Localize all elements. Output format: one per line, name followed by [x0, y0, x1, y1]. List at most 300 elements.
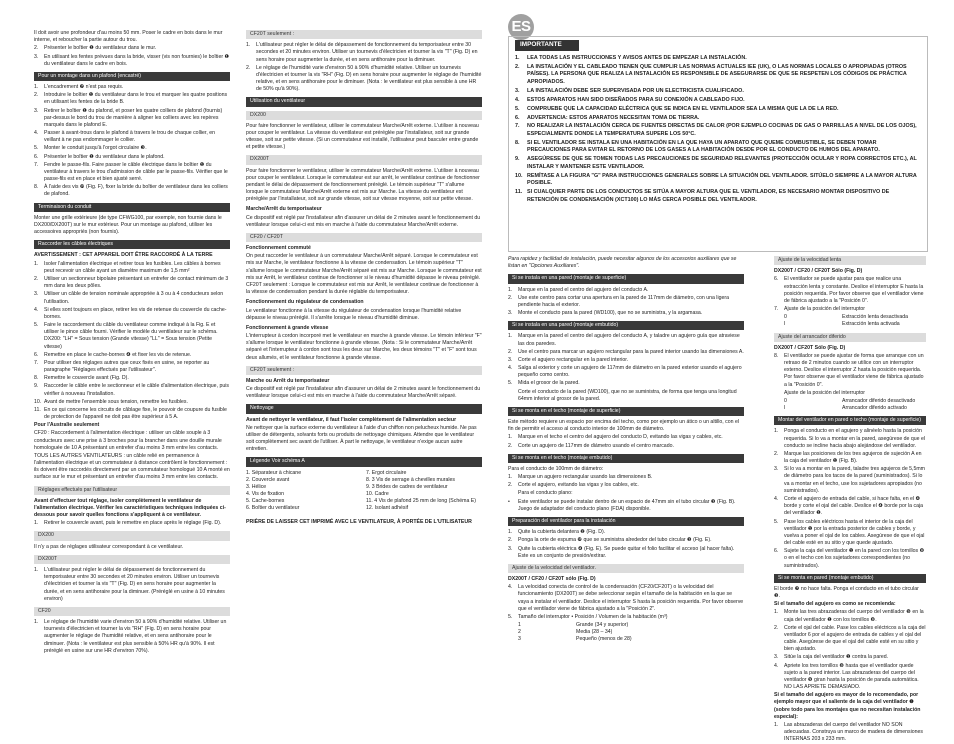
table-cell: 0: [784, 314, 787, 321]
legend-item: 1. Séparateur à chicane: [246, 469, 302, 476]
table-cell: Extracción lenta desactivada: [842, 314, 909, 321]
list-item: [246, 65, 482, 94]
intro-text: Il doit avoir une profondeur d'au moins 50 mm. Poser le cadre en bois dans le mur interne, et reboucher la partie autour du trou.: [34, 30, 223, 44]
duct-text: Monter une grille extérieure (de type CFWG100, par exemple, non fournie dans le DX200/DX200T) sur le mur extérieur. Pour un montage au plafond, utiliser les accessoires appropriés (non fournis).: [34, 214, 222, 236]
list-number: 4.: [508, 365, 513, 372]
list-item: [515, 55, 921, 62]
list-number: 4.: [515, 96, 520, 103]
list-text: Quite la cubierta delantera ❷ (Fig. D).: [518, 529, 606, 536]
list-text: Utiliser un sectionneur bipolaire présentant un entrefer de contact minimum de 3 mm dans les deux pôles.: [44, 275, 229, 290]
table-cell: 0: [784, 397, 787, 404]
model-dx200-label: DX200: [34, 531, 230, 540]
speed-header: Ajuste de la velocidad del ventilador.: [508, 564, 744, 573]
list-item: [774, 496, 926, 518]
list-number: 3.: [34, 107, 39, 114]
section-user-settings-header: Réglages effectués par l'utilisateur: [34, 486, 230, 495]
list-item: [508, 490, 744, 497]
cleaning-warning: Avant de nettoyer le ventilateur, il faut l'isoler complètement de l'alimentation secteur: [246, 416, 457, 423]
list-number: 1.: [34, 260, 39, 267]
list-text: Monte las tres abrazaderas del cuerpo del ventilador ❾ en la caja del ventilador ❶ con los tornillos ❽.: [784, 609, 924, 623]
list-number: 5.: [508, 380, 513, 387]
list-text: Passer à avant-trous dans le plafond à travers le trou de chaque collier, en veillant à ne pas endommager le collier.: [44, 130, 215, 144]
cf20t-steps: [246, 42, 482, 93]
list-item: [508, 287, 744, 294]
table-cell: Extracción lenta activada: [842, 321, 900, 328]
list-number: 6.: [515, 114, 520, 121]
list-text: Corte el agujero de entrada del cable, si hace falta, en el ❹ borde y corte el ojal del cable. Deslice el ❹ borde por la caja del ventilador ❶.: [784, 495, 924, 517]
accessory-intro: Para rapidez y facilidad de instalación, puede necesitar algunos de los accesorios auxiliares que se listan en "Opciones Auxiliares".: [508, 256, 737, 270]
list-text: À l'aide des vis ❿ (Fig. F), fixer la bride du boîtier de ventilateur dans les colliers de plafond.: [44, 184, 228, 198]
speed-steps: [508, 584, 744, 621]
legend-item: 11. 4 Vis de plafond 25 mm de long (Schéma E): [366, 498, 476, 505]
list-item: [508, 537, 744, 544]
delay-label: Ajuste de la posición del interruptor: [784, 389, 866, 396]
list-item: [508, 389, 744, 403]
ceiling-flush-steps: [508, 474, 744, 513]
list-text: La velocidad conecta de control de la condensación (CF20/CF20T) o la velocidad del funcionamiento (DX200T) se debe seleccionar según el tamaño de la habitación en la que se vaya a instalar el ventilador. Deslice el interruptor S hasta la posición requerida. Por favor observe que el ventilador viene de fábrica ajustado a la "Posición 2".: [518, 584, 744, 612]
list-number: 1.: [34, 520, 39, 527]
list-item: [515, 64, 921, 86]
list-item: [508, 333, 744, 347]
list-text: Retirer le boîtier ❶ du plafond, et poser les quatre colliers de plafond (fournis) par-dessus le bord du trou de manière à aligner les colliers avec les repères marqués dans le plafond E.: [44, 107, 223, 128]
wiring-steps: [34, 261, 230, 422]
timer2-title: Marche ou Arrêt du temporisateur: [246, 377, 330, 384]
list-item: [774, 353, 926, 389]
section-legend-header: Légende Voir schéma A: [246, 457, 482, 466]
list-item: [774, 276, 926, 305]
list-text: ASEGÚRESE DE QUE SE TOMEN TODAS LAS PRECAUCIONES DE SEGURIDAD RELEVANTES (PROTECCIÓN OCULAR Y ROPA CORRECTOS ETC.), AL INSTALAR Y MANTENER ESTE VENTILADOR.: [527, 156, 917, 170]
list-text: Si lo va a montar en la pared, taladre tres agujeros de 5,5mm de diámetro para los tacos de la pared (suministrados). Si lo va a montar en el techo, use los sujetadores apropiados (no suministrados).: [784, 466, 926, 494]
list-item: [34, 291, 230, 305]
delay-table: [774, 398, 926, 412]
australia-title: Pour l'Australie seulement: [34, 422, 100, 429]
list-item: [508, 434, 744, 441]
list-item: [34, 108, 230, 130]
list-number: 2.: [508, 294, 513, 301]
list-text: SI CUALQUIER PARTE DE LOS CONDUCTOS SE SITÚA A MAYOR ALTURA QUE EL VENTILADOR, ES NECESARIO MONTAR DISPOSITIVO DE RETENCIÓN DE CONDENSACIÓN (XCT100) LO MÁS CERCA POSIBLE DEL VENTILADOR.: [527, 189, 890, 203]
list-text: Remettre en place le cache-bornes ❹ et fixer les vis de retenue.: [44, 351, 192, 358]
list-text: Quite la cubierta eléctrica ❹ (Fig. E). Se puede quitar el folio facilitar el acceso (al hacer falta). Este es un conjunto de presión/extirar.: [518, 545, 735, 559]
list-number: 2.: [34, 92, 39, 99]
list-number: 4.: [508, 584, 513, 591]
australia-text: CF20 : Raccordement à l'alimentation électrique : utiliser un câble souple à 3 conducteurs avec une prise à 3 broches pour la brancher dans une douille murale homologuée de 10 A présentant un entrefer d'au moins 3 mm entre les contacts.: [34, 430, 222, 451]
earth-warning: AVERTISSEMENT : CET APPAREIL DOIT ÊTRE RACCORDÉ À LA TERRE: [34, 252, 213, 259]
list-text: En ce qui concerne les circuits de câblage fixe, le pouvoir de coupure du fusible de protection de l'appareil ne doit pas être supérieur à 5 A.: [44, 406, 227, 421]
delay-header: Ajuste del arrancador diferido: [774, 333, 926, 342]
list-number: 2.: [508, 442, 513, 449]
list-text: Ponga el conducto en el agujero y alinéelo hasta la posición requerida. Si lo va a montar en la pared, asegúrese de que el conducto se incline hacia abajo alejándose del ventilador.: [784, 428, 926, 449]
list-text: Isoler l'alimentation électrique et retirer tous les fusibles. Les câbles à bornes peut recevoir un câble ayant un diamètre maximum de 1,5 mm²: [44, 260, 221, 274]
list-item: [515, 123, 921, 138]
list-number: 2.: [515, 63, 520, 70]
list-item: [508, 310, 744, 317]
speed-table: [508, 622, 744, 644]
list-item: [774, 548, 926, 570]
legend-left: [246, 470, 362, 513]
list-number: 4.: [774, 662, 779, 669]
ceiling-flush-header: Si se monta en el techo (montaje embutido): [508, 454, 744, 463]
list-item: [34, 130, 230, 144]
list-item: [508, 349, 744, 356]
list-number: 1.: [508, 434, 513, 441]
list-text: Raccorder le câble entre le sectionneur et le câble d'alimentation électrique, puis vérifier à nouveau l'installation.: [44, 383, 229, 397]
list-item: [34, 383, 230, 397]
highspeed-text: L'interrupteur à cordon incorporé met le ventilateur en marche à grande vitesse. Le témoin inférieur "F" s'allume lorsque le ventilateur fonctionne à grande vitesse. (Nota : Si le commutateur Marche/Arrêt séparé et l'interrupteur à cordon sont tous les deux sur Marche, les deux témoins "T" et "F" sont tous deux allumés, et le ventilateur fonctionne à grande vitesse.: [246, 333, 482, 361]
list-number: 1.: [246, 42, 251, 49]
list-text: Présenter le boîtier ❶ du ventilateur dans le mur.: [44, 45, 157, 52]
important-box: [508, 36, 928, 252]
list-item: [34, 520, 230, 527]
ceiling-steps: [34, 84, 230, 199]
list-item: [34, 375, 230, 382]
list-number: 8.: [774, 352, 779, 359]
list-text: Para el conducto plano:: [518, 490, 573, 497]
list-item: [246, 42, 482, 64]
list-item: [34, 307, 230, 321]
list-item: [774, 466, 926, 495]
list-text: LA INSTALACIÓN DEBE SER SUPERVISADA POR UN ELECTRICISTA CUALIFICADO.: [527, 87, 744, 94]
list-item: [34, 360, 230, 374]
list-number: 7.: [515, 123, 520, 130]
dx200t-steps: [34, 567, 230, 603]
list-item: [515, 173, 921, 188]
column-es-right: [774, 256, 926, 744]
list-number: •: [508, 498, 510, 505]
slow-steps: [774, 276, 926, 313]
list-text: Retirer le couvercle avant, puis le remettre en place après le réglage (Fig. D).: [44, 520, 222, 527]
list-text: Remettre le couvercle avant (Fig. D).: [44, 375, 129, 382]
list-item: [34, 162, 230, 184]
language-badge-es: ES: [508, 14, 534, 40]
list-text: Este ventilador se puede instalar dentro de un espacio de 47mm sin el tubo circular ❸ (Fig. B). Juego de adaptador del conducto plano (FDA) disponible.: [518, 498, 736, 512]
cf20-steps: [34, 619, 230, 655]
legend-item: 2. Couvercle avant: [246, 476, 290, 483]
table-row: [518, 622, 744, 629]
list-item: [774, 451, 926, 465]
all-fans-text: TOUS LES AUTRES VENTILATEURS : un câble relié en permanence à l'alimentation électrique et un commutateur à distance contrôlent le fonctionnement : ils doivent être raccordés directement par un commutateur homologué 10 A monté en surface sur le mur et présentant un entrefer d'au moins 3 mm entre les contacts.: [34, 452, 230, 481]
list-item: [515, 106, 921, 113]
list-text: Monter le conduit jusqu'à l'orgot circulaire ❸.: [44, 145, 147, 152]
list-item: [515, 88, 921, 95]
list-number: 5.: [508, 613, 513, 620]
legend-item: 5. Cache-bornes: [246, 498, 285, 505]
table-row: [784, 314, 926, 321]
list-text: El ventilador se puede ajustar de forma que arranque con un retraso de 2 minutos cuando se utilice con un interruptor externo. Deslice el interruptor Z hasta la posición requerida. Por favor observe que el ventilador viene de fábrica ajustado a la "Posición 0".: [784, 352, 924, 388]
legend-item: 8. 3 Vis de serrage à chevilles murales: [366, 476, 456, 483]
list-text: NO REALIZAR LA INSTALACIÓN CERCA DE FUENTES DIRECTAS DE CALOR (POR EJEMPLO COCINAS DE GAS O PARRILLAS A NIVEL DE LOS OJOS), ESPECIALMENTE DONDE LA TEMPERATURA SUPERE LOS 50°C.: [527, 123, 917, 137]
list-item: [508, 365, 744, 379]
table-cell: Arrancador diferido desactivado: [842, 397, 916, 404]
wall-flush-header: Si se instala en una pared (montaje embutido): [508, 321, 744, 330]
list-item: [508, 482, 744, 489]
list-text: LEA TODAS LAS INSTRUCCIONES Y AVISOS ANTES DE EMPEZAR LA INSTALACIÓN.: [527, 54, 747, 61]
condensation-title: Fonctionnement du régulateur de condensation: [246, 299, 364, 306]
section-ceiling-header: Pour un montage dans un plafond (encastré): [34, 72, 230, 81]
list-number: 3.: [774, 654, 779, 661]
list-item: [508, 474, 744, 481]
list-text: REMÍTASE A LA FIGURA "G" PARA INSTRUCCIONES GENERALES SOBRE LA SITUACIÓN DEL VENTILADOR. SITÚELO SIEMPRE A LA MAYOR ALTURA POSIBLE.: [527, 172, 917, 187]
timer-title: Marche/Arrêt du temporisateur: [246, 206, 322, 213]
model-cf20t-label: CF20T seulement :: [246, 30, 482, 39]
list-text: L'utilisateur peut régler le délai de dépassement de fonctionnement du temporisateur entre 30 secondes et 20 minutes environ. Utiliser un tournevis d'électricien et tourner la vis "T" (Fig. D) en sens horaire pour augmenter la durée, et en sens antihoraire pour la diminuer.: [256, 42, 478, 63]
list-text: Marque en la pared el centro del agujero del conducto A, y taladre un agujero guía que atraviese las dos paredes.: [518, 333, 740, 347]
list-text: Ajuste de la posición del interruptor: [784, 306, 866, 313]
list-item: [515, 97, 921, 104]
mount-flush-text: El borde ❼ no hace falta. Ponga el conducto en el tubo circular ❸.: [774, 585, 919, 600]
important-list: [515, 55, 921, 204]
list-text: L'utilisateur peut régler le délai de dépassement de fonctionnement du temporisateur entre 30 secondes et 20 minutes environ. Utiliser un tournevis d'électricien et tourner la vis "T" (Fig. D) en sens horaire pour augmenter la durée, et en sens antihoraire pour la diminuer. (Préréglé en usine à 10 minutes environ): [44, 567, 225, 602]
list-text: Sitúe la caja del ventilador ❶ contra la pared.: [784, 654, 889, 661]
preparation-steps: [508, 529, 744, 560]
list-text: Marque las posiciones de los tres agujeros de sujeción A en la caja del ventilador ❶ (Fig. B).: [784, 450, 922, 465]
mount-surface-steps: [774, 428, 926, 569]
list-number: 1.: [515, 54, 520, 61]
switched-title: Fonctionnement commuté: [246, 245, 311, 252]
legend: [246, 470, 482, 513]
list-item: [774, 625, 926, 654]
list-text: Marque en la pared el centro del agujero del conducto A.: [518, 286, 649, 293]
wall-surface-steps: [508, 287, 744, 318]
list-item: [515, 140, 921, 155]
use-dx200-text: Pour faire fonctionner le ventilateur, utiliser le commutateur Marche/Arrêt externe. L'utiliser à nouveau pour couper le ventilateur. La vitesse du ventilateur est préréglée par l'installateur, soit sur grande vitesse, soit sur petite vitesse. (Si un commutateur est installé, l'utilisateur peut basculer entre grande et petite vitesse.): [246, 122, 479, 151]
list-item: [34, 92, 230, 106]
list-item: [34, 261, 230, 275]
list-number: 6.: [34, 153, 39, 160]
list-item: [508, 529, 744, 536]
list-text: En utilisant les fentes prévues dans la bride, visser (vis non fournies) le boîtier ❶ du ventilateur dans le cadre en bois.: [44, 53, 230, 67]
list-number: 2.: [34, 45, 39, 52]
list-number: 1.: [34, 567, 39, 573]
list-text: Mida el grosor de la pared.: [518, 380, 580, 387]
use-cf-label: CF20 / CF20T: [246, 233, 482, 242]
model-dx200t-label: DX200T: [34, 555, 230, 564]
intro-list: [34, 45, 230, 68]
list-number: 1.: [508, 333, 513, 340]
list-number: 10.: [515, 172, 523, 179]
list-text: Sujete la caja del ventilador ❶ en la pared con los tornillos ❽ o en el techo con los sujetadores correspondientes (no suministrados).: [784, 548, 925, 569]
use-dx200-label: DX200: [246, 111, 482, 120]
list-number: 2.: [774, 450, 779, 457]
list-item: [508, 443, 744, 450]
important-title: IMPORTANTE: [515, 40, 579, 51]
list-number: 3.: [508, 310, 513, 317]
section-cleaning-header: Nettoyage: [246, 404, 482, 413]
list-number: 3.: [34, 53, 39, 60]
list-item: [508, 584, 744, 613]
list-item: [34, 276, 230, 290]
list-text: Corte un agujero de 117mm de diámetro usando el centro marcado.: [518, 442, 674, 449]
list-text: Use el centro para marcar un agujero rectangular para la pared interior usando las dimensiones A.: [518, 348, 744, 355]
list-item: [508, 295, 744, 309]
list-number: 1.: [508, 474, 513, 481]
list-number: [508, 389, 518, 403]
list-item: [515, 156, 921, 171]
delay-models: DX200T / CF20T Sólo (Fig. D): [774, 344, 846, 351]
list-number: 11.: [515, 189, 523, 196]
list-text: COMPRUEBE QUE LA CAPACIDAD ELÉCTRICA QUE SE INDICA EN EL VENTILADOR SEA LA MISMA QUE LA DE LA RED.: [527, 105, 839, 112]
mount-flush-steps: [774, 609, 926, 691]
list-number: 6.: [34, 351, 39, 358]
cf20t-only-label: CF20T seulement :: [246, 366, 482, 375]
list-text: L'encadrement ❼ n'est pas requis.: [44, 84, 124, 91]
list-text: ADVERTENCIA: ESTOS APARATOS NECESITAN TOMA DE TIERRA.: [527, 114, 700, 121]
list-item: [508, 357, 744, 364]
preparation-header: Preparación del ventilador para la instalación: [508, 517, 744, 526]
list-text: LA INSTALACIÓN Y EL CABLEADO TIENEN QUE CUMPLIR LAS NORMAS ACTUALES IEE (UK), O LAS NORMAS LOCALES O APROPIADAS (OTROS PAÍSES). LA PERSONA QUE REALIZA LA INSTALACIÓN ES RESPONSIBLE DE ASEGURARSE DE QUE SE RESPETEN LOS CÓDIGOS DE PRÁCTICA APROPIADOS.: [527, 63, 907, 85]
table-row: [784, 321, 926, 328]
legend-item: 4. Vis de fixation: [246, 491, 284, 498]
table-row: [518, 636, 744, 643]
legend-item: 7. Ergot circulaire: [366, 469, 407, 476]
timer2-text: Ce dispositif est réglé par l'installateur afin d'assurer un délai de 2 minutes avant le fonctionnement du ventilateur lorsque celui-ci est mis en marche à l'aide du commutateur Marche/Arrêt séparé.: [246, 386, 481, 400]
table-row: [784, 405, 926, 412]
list-number: 1.: [34, 619, 39, 626]
list-number: 9.: [34, 383, 39, 390]
list-item: [774, 428, 926, 450]
ceiling-surface-text: Este método requiere un espacio por encima del techo, como por ejemplo un ático o un altillo, con el fin de permitir el acceso al conducto interior de 100mm de diámetro.: [508, 419, 739, 433]
list-item: [34, 145, 230, 152]
list-text: Pase los cables eléctricos hasta el interior de la caja del ventilador ❶ por la entrada posterior de cables y borde, y vuelva a poner el ojal de los cables. Asegúrese de que el ojal del cable esté en su sitio y que quede ajustado.: [784, 518, 925, 547]
list-item: [508, 614, 744, 621]
legend-right: [366, 470, 482, 513]
table-row: [518, 629, 744, 636]
list-text: Pour utiliser des réglages autres que ceux fixés en usine, se reporter au paragraphe "Réglages effectués par l'utilisateur".: [44, 359, 210, 374]
list-item: [34, 154, 230, 161]
ceiling-surface-header: Si se monta en el techo (montaje de superficie): [508, 407, 744, 416]
keep-notice: PRIÈRE DE LAISSER CET IMPRIMÉ AVEC LE VENTILATEUR, À PORTÉE DE L'UTILISATEUR: [246, 518, 472, 525]
list-item: [508, 546, 744, 560]
column-es-left: [508, 256, 744, 644]
list-number: 10.: [34, 398, 42, 405]
table-row: [784, 398, 926, 405]
list-number: 1.: [34, 84, 39, 91]
list-item: [34, 352, 230, 359]
list-item: [774, 722, 926, 744]
user-settings-steps: [34, 520, 230, 527]
list-number: 2.: [774, 624, 779, 631]
condensation-text: Le ventilateur fonctionne à la vitesse du régulateur de condensation lorsque l'humidité relative dépasse le niveau préréglé. Il s'arrête lorsque le niveau d'humidité diminue.: [246, 307, 462, 321]
list-text: Faire le raccordement du câble du ventilateur comme indiqué à la Fig. E et utiliser le pince câble fourni. Vérifier le modèle du ventilateur sur le schéma. DX200: "LH" = Sous tension (Grande vitesse) "LL" = Sous tension (Petite vitesse): [44, 322, 218, 350]
list-number: 3.: [774, 466, 779, 473]
list-item: [34, 84, 230, 91]
table-cell: I: [784, 321, 786, 328]
list-text: Utiliser un câble de tension nominale appropriée à 3 ou à 4 conducteurs selon l'utilisation.: [44, 291, 224, 305]
list-item: [508, 499, 744, 513]
list-item: [774, 306, 926, 313]
legend-item: 10. Cadre: [366, 491, 389, 498]
list-number: 8.: [34, 184, 39, 191]
list-number: 5.: [774, 518, 779, 525]
list-text: Tamaño del interruptor • Posición / Volumen de la habitación (m³): [518, 613, 668, 620]
list-item: [34, 322, 230, 351]
list-text: Corte el agujero, evitando las vigas y los cables, etc.: [518, 482, 639, 489]
list-number: 5.: [34, 145, 39, 152]
list-number: [508, 490, 518, 497]
list-number: 5.: [34, 322, 39, 329]
use-dx200t-text: Pour faire fonctionner le ventilateur, utiliser le commutateur Marche/Arrêt externe. L'utiliser à nouveau pour couper le ventilateur. Lorsque le commutateur est sur arrêt, le ventilateur continue de fonctionner pendant le délai de dépassement de fonctionnement préréglé. Le témoin supérieur "T" s'allume lorsque le commutateur Marche/Arrêt externe est mis sur Marche. La vitesse du ventilateur est préréglée par l'installateur, soit sur grande vitesse, soit sur vitesse moyenne, soit sur petite vitesse.: [246, 167, 480, 203]
list-number: 8.: [34, 375, 39, 382]
list-item: [774, 519, 926, 548]
list-text: Marque en el techo el centro del agujero del conducto D, evitando las vigas y cables, etc.: [518, 434, 723, 441]
list-text: Le réglage de l'humidité varie d'environ 50 à 90% d'humidité relative. Utiliser un tournevis d'électricien et tourner la vis "RH" (Fig. D) en sens horaire pour augmenter le réglage de l'humidité relative, et en sens antihoraire pour le diminuer. (Nota : le ventilateur est plus sensible à une HR de 50% qu'à 90%).: [256, 64, 482, 93]
column-fr-right: [246, 30, 482, 527]
list-number: 3.: [508, 545, 513, 552]
list-number: 7.: [34, 161, 39, 168]
list-text: Corte el agujero rectangular en la pared interior.: [518, 356, 629, 363]
list-number: 2.: [508, 537, 513, 544]
list-number: 3.: [508, 356, 513, 363]
list-item: [508, 380, 744, 387]
list-number: 9.: [515, 156, 520, 163]
section-duct-header: Terminaison du conduit: [34, 203, 230, 212]
use-dx200t-label: DX200T: [246, 155, 482, 164]
slow-table: [774, 314, 926, 328]
slow-header: Ajuste de la velocidad lenta: [774, 256, 926, 265]
list-number: 1.: [774, 721, 779, 728]
speed-models: DX200T / CF20 / CF20T sólo (Fig. D): [508, 576, 596, 583]
list-number: 2.: [508, 348, 513, 355]
list-item: [34, 407, 230, 421]
list-number: 3.: [515, 87, 520, 94]
list-number: 1.: [508, 286, 513, 293]
mount-surface-header: Montar del ventilador en pared o techo (montaje de superficie): [774, 416, 926, 425]
list-item: [34, 619, 230, 655]
list-number: 7.: [34, 359, 39, 366]
list-item: [774, 609, 926, 623]
mount-flush-large-steps: [774, 722, 926, 744]
list-item: [34, 45, 230, 52]
legend-item: 3. Hélice: [246, 483, 267, 490]
table-cell: 1: [518, 622, 521, 629]
list-text: Ponga la orte de espuma ❿ que se suministra alrededor del tubo circular ❸ (Fig. E).: [518, 537, 712, 544]
list-item: [515, 189, 921, 204]
list-text: Corte el conducto de la pared (WD100), que no se suministra, de forma que tenga una longitud 64mm inferior al grosor de la pared.: [518, 388, 737, 402]
dx200-text: Il n'y a pas de réglages utilisateur correspondant à ce ventilateur.: [34, 543, 184, 550]
list-number: 2.: [508, 482, 513, 489]
section-wiring-header: Raccorder les câbles électriques: [34, 240, 230, 249]
section-use-header: Utilisation du ventilateur: [246, 97, 482, 106]
list-text: Las abrazaderas del cuerpo del ventilador NO SON adecuadas. Construya un marco de madera de dimensiones INTERNAS 203 x 233 mm.: [784, 721, 923, 743]
delay-steps: [774, 353, 926, 389]
highspeed-title: Fonctionnement à grande vitesse: [246, 324, 329, 331]
ceiling-surface-steps: [508, 434, 744, 449]
list-number: 6.: [774, 548, 779, 555]
list-item: [34, 184, 230, 198]
ceiling-flush-text: Para el conducto de 100mm de diámetro:: [508, 465, 604, 472]
list-text: Si elles sont toujours en place, retirer les vis de retenue du couvercle du cache-bornes.: [44, 306, 227, 320]
list-number: 2.: [246, 64, 251, 71]
list-item: [774, 654, 926, 661]
timer-text: Ce dispositif est réglé par l'installateur afin d'assurer un délai de 2 minutes avant le fonctionnement du ventilateur lorsque celui-ci est mis en marche à l'aide du commutateur Marche/Arrêt externe.: [246, 214, 481, 228]
mount-flush-header: Si se monta en pared (montaje embutido): [774, 574, 926, 583]
list-text: SI EL VENTILADOR SE INSTALA EN UNA HABITACIÓN EN LA QUE HAYA UN APARATO QUE QUEME COMBUSTIBLE, SE DEBEN TOMAR PRECAUCIONES PARA EVITAR EL RETORNO DE LOS GASES A LA HABITACIÓN DESDE POR EL CONDUCTO DE HUMOS DEL APARATO.: [527, 139, 880, 154]
wall-surface-header: Si se instala en una pared (montaje de superficie): [508, 274, 744, 283]
list-text: Monte el conducto para la pared (WD100), que no se suministra, y la argamasa.: [518, 310, 703, 317]
list-number: 6.: [774, 276, 779, 283]
table-cell: 3: [518, 636, 521, 643]
model-cf20-label: CF20: [34, 607, 230, 616]
list-item: [774, 663, 926, 692]
list-text: Présenter le boîtier ❶ du ventilateur dans le plafond.: [44, 153, 165, 160]
list-text: El ventilador se puede ajustar para que realice una extracción lenta y constante. Deslice el interruptor E hasta la posición requerida. Por favor observe que el ventilador viene de fábrica ajustado a la "Posición 0".: [784, 276, 924, 304]
list-number: 2.: [34, 275, 39, 282]
list-text: Corte el ojal del cable. Pase los cables eléctricos a la caja del ventilador 6 por el agujero de entrada de cables y el ojal del cable. Asegúrese de que el ojal del cable esté en su sitio y bien ajustado.: [784, 624, 926, 653]
list-number: 4.: [774, 495, 779, 502]
table-cell: Media (28 – 34): [576, 629, 613, 636]
switched-text: On peut raccorder le ventilateur à un commutateur Marche/Arrêt séparé. Lorsque le commutateur est mis sur Marche, le ventilateur fonctionne à la vitesse de condensation. Le témoin supérieur "T" s'allume lorsque le commutateur Marche/Arrêt séparé est mis sur Marche. Lorsque le commutateur est mis sur Arrêt, le ventilateur continue de fonctionner si le niveau d'humidité dépasse le niveau préréglé. CF20T seulement : Lorsque le commutateur est mis sur Arrêt, le ventilateur continue de fonctionner à la vitesse de condensation pendant la durée réglable du temporisateur.: [246, 253, 482, 296]
legend-item: 9. 3 Brides de cadres de ventilateur: [366, 483, 448, 490]
table-cell: Pequeño (menos de 28): [576, 636, 632, 643]
